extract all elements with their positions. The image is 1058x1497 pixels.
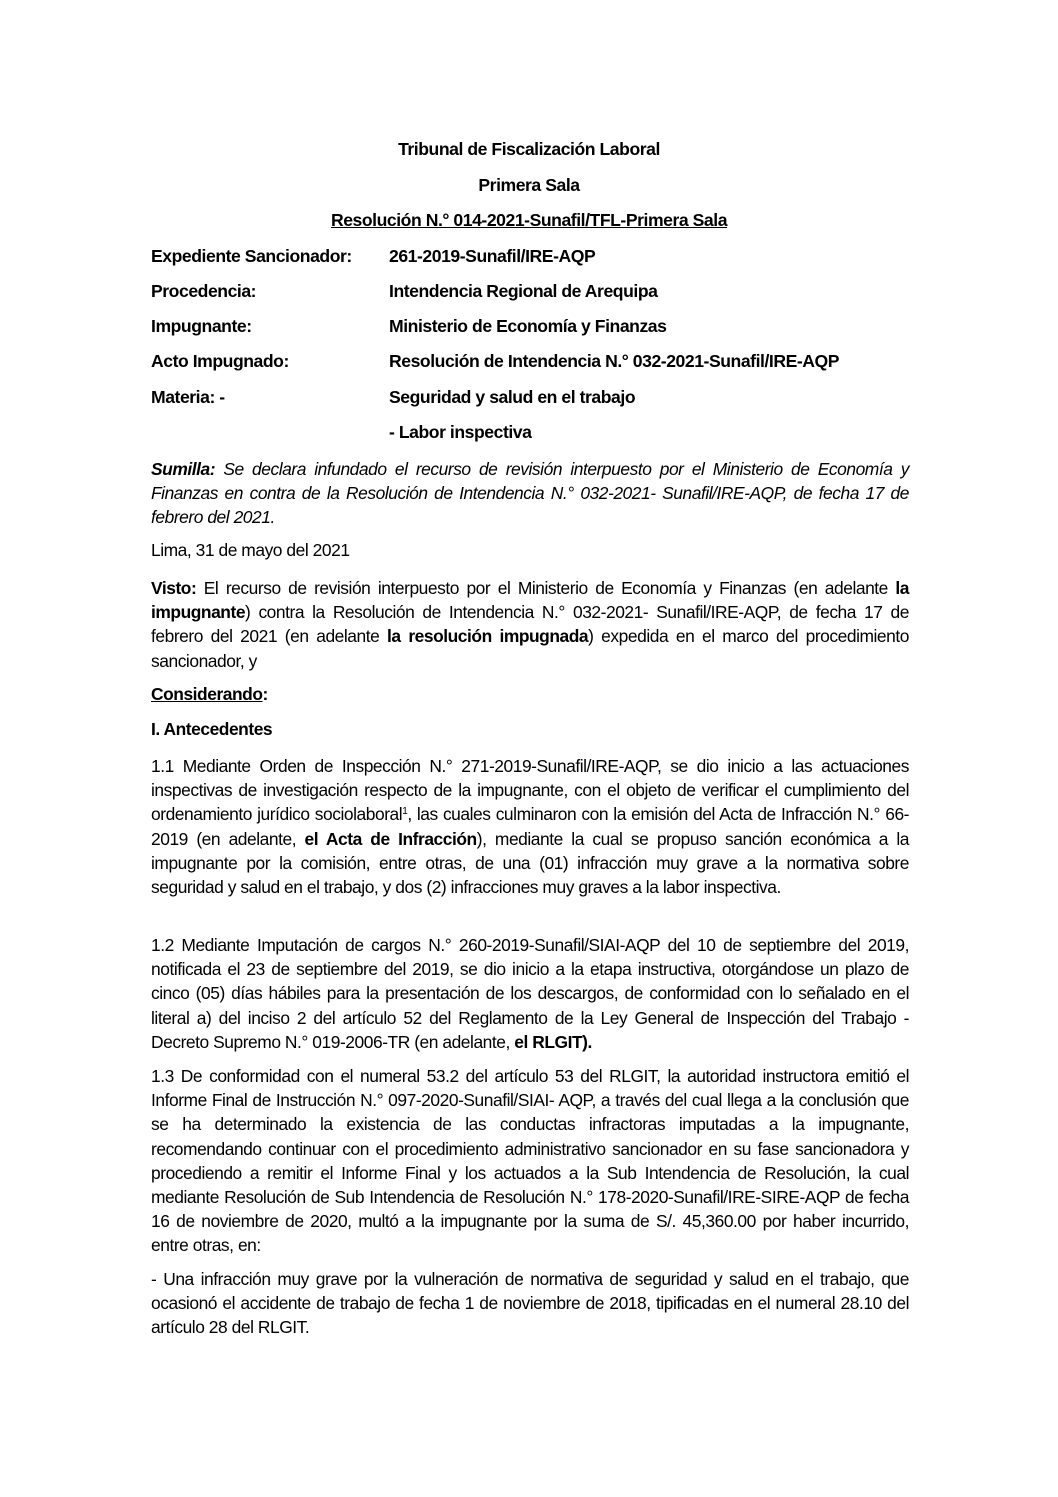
meta-value: - Labor inspectiva xyxy=(389,422,532,442)
resolution-number-wrap xyxy=(0,210,1058,231)
paragraph-1-3: 1.3 De conformidad con el numeral 53.2 del artículo 53 del RLGIT, la autoridad instructora emitió el Informe Final de Instrucción N.° 097-2020-Sunafil/SIAI- AQP, a través del cual llega a la conclusión que se ha determinado la existencia de las conductas infractoras imputadas a la impugnante, recomendando continuar con el procedimiento administrativo sancionador en su fase sancionadora y procediendo a remitir el Informe Final y los actuados a la Sub Intendencia de Resolución, la cual mediante Resolución de Sub Intendencia de Resolución N.° 178-2020-Sunafil/IRE-SIRE-AQP de fecha 16 de noviembre de 2020, multó a la impugnante por la suma de S/. 45,360.00 por haber incurrido, entre otras, en: xyxy=(151,1066,909,1256)
visto-text-2: ) contra la Resolución de Intendencia N.° 032-2021- Sunafil/IRE-AQP, de fecha 17 de febrero del 2021 (en adelante xyxy=(151,602,909,647)
meta-label: Materia: - xyxy=(151,387,225,407)
p12-text-1: 1.2 Mediante Imputación de cargos N.° 260-2019-Sunafil/SIAI-AQP del 10 de septiembre del 2019, notificada el 23 de septiembre del 2019, se dio inicio a la etapa instructiva, otorgándose un plazo de cinco (05) días hábiles para la presentación de los descargos, de conformidad con lo señalado en el literal a) del inciso 2 del artículo 52 del Reglamento de la Ley General de Inspección del Trabajo - Decreto Supremo N.° 019-2006-TR (en adelante, xyxy=(151,935,909,1052)
meta-value: Resolución de Intendencia N.° 032-2021-Sunafil/IRE-AQP xyxy=(389,351,840,371)
p12-bold-1: el RLGIT). xyxy=(514,1031,592,1052)
paragraph-1-2 xyxy=(151,933,909,1054)
sumilla-text: Se declara infundado el recurso de revisión interpuesto por el Ministerio de Economía y Finanzas en contra de la Resolución de Intendencia N.° 032-2021- Sunafil/IRE-AQP, de fecha 17 de febrero del 2021. xyxy=(151,459,909,528)
p11-bold-1: el Acta de Infracción xyxy=(304,828,477,849)
p11-text-3: ), mediante la cual se propuso sanción económica a la impugnante por la comisión, entre otras, de una (01) infracción muy grave a la normativa sobre seguridad y salud en el trabajo, y dos (2) infracciones muy graves a la labor inspectiva. xyxy=(151,828,910,898)
meta-value: 261-2019-Sunafil/IRE-AQP xyxy=(389,246,596,266)
visto-bold-1: la impugnante xyxy=(151,578,909,623)
considerando-heading xyxy=(151,684,268,705)
footnote-ref: 1 xyxy=(402,806,408,818)
paragraph-1-1 xyxy=(151,754,909,899)
meta-expediente xyxy=(151,246,911,270)
considerando-label: Considerando xyxy=(151,684,263,704)
meta-materia-2 xyxy=(151,422,911,446)
meta-label: Procedencia: xyxy=(151,281,257,301)
visto-text-3: ) expedida en el marco del procedimiento sancionador, y xyxy=(151,626,909,671)
p11-text-2: , las cuales culminaron con la emisión del Acta de Infracción N.° 66-2019 (en adelante, xyxy=(151,804,910,849)
meta-label: Acto Impugnado: xyxy=(151,351,289,371)
meta-label: Impugnante: xyxy=(151,316,252,336)
visto-paragraph xyxy=(151,576,909,673)
p11-text-1: 1.1 Mediante Orden de Inspección N.° 271-2019-Sunafil/IRE-AQP, se dio inicio a las actuaciones inspectivas de investigación respecto de la impugnante, con el objeto de verificar el cumplimiento del ordenamiento jurídico sociolaboral xyxy=(151,756,909,825)
meta-value: Intendencia Regional de Arequipa xyxy=(389,281,658,301)
meta-impugnante xyxy=(151,316,911,340)
date-line: Lima, 31 de mayo del 2021 xyxy=(151,540,350,560)
sala-title: Primera Sala xyxy=(478,175,580,195)
sumilla-label: Sumilla: xyxy=(151,459,216,479)
meta-acto-impugnado xyxy=(151,351,911,375)
considerando-colon: : xyxy=(262,684,268,704)
meta-procedencia xyxy=(151,281,911,305)
resolution-number: Resolución N.° 014-2021-Sunafil/TFL-Primera Sala xyxy=(330,210,728,230)
meta-value: Ministerio de Economía y Finanzas xyxy=(389,316,667,336)
meta-materia xyxy=(151,387,911,411)
visto-bold-2: la resolución impugnada xyxy=(387,626,589,647)
visto-label: Visto: xyxy=(151,578,197,598)
meta-label: Expediente Sancionador: xyxy=(151,246,352,266)
meta-value: Seguridad y salud en el trabajo xyxy=(389,387,636,407)
visto-text-1: El recurso de revisión interpuesto por el Ministerio de Economía y Finanzas (en adelante xyxy=(196,578,896,598)
paragraph-1-4: - Una infracción muy grave por la vulneración de normativa de seguridad y salud en el trabajo, que ocasionó el accidente de trabajo de fecha 1 de noviembre de 2018, tipificadas en el numeral 28.10 del artículo 28 del RLGIT. xyxy=(151,1269,909,1338)
antecedentes-heading: I. Antecedentes xyxy=(151,719,273,739)
tribunal-title: Tribunal de Fiscalización Laboral xyxy=(398,139,660,159)
sumilla-paragraph xyxy=(151,457,909,530)
